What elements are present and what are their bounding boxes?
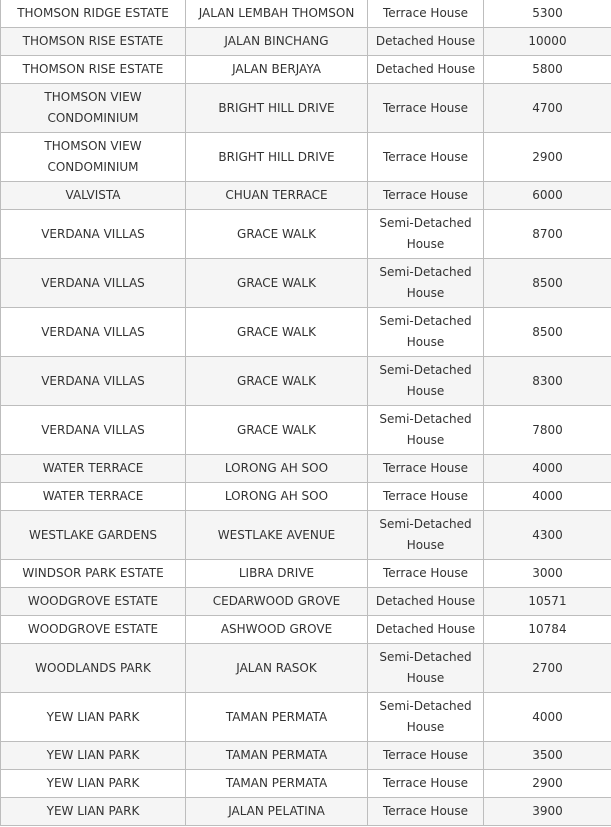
street-cell: WESTLAKE AVENUE — [186, 511, 368, 560]
value-cell: 4300 — [484, 511, 611, 560]
table-row — [1, 0, 611, 28]
street-cell: TAMAN PERMATA — [186, 742, 368, 770]
value-cell: 3900 — [484, 798, 611, 826]
table-row — [1, 357, 611, 406]
property-type-cell: Terrace House — [368, 133, 484, 182]
value-cell: 8300 — [484, 357, 611, 406]
property-type-cell: Detached House — [368, 616, 484, 644]
table-row — [1, 483, 611, 511]
street-cell: GRACE WALK — [186, 357, 368, 406]
property-type-cell: Semi-Detached House — [368, 210, 484, 259]
project-cell: VERDANA VILLAS — [1, 357, 186, 406]
street-cell: JALAN BERJAYA — [186, 56, 368, 84]
property-type-cell: Semi-Detached House — [368, 644, 484, 693]
property-type-cell: Semi-Detached House — [368, 511, 484, 560]
street-cell: GRACE WALK — [186, 308, 368, 357]
value-cell: 4000 — [484, 483, 611, 511]
street-cell: LIBRA DRIVE — [186, 560, 368, 588]
value-cell: 3500 — [484, 742, 611, 770]
table-row — [1, 84, 611, 133]
project-cell: WATER TERRACE — [1, 455, 186, 483]
table-row — [1, 308, 611, 357]
street-cell: CEDARWOOD GROVE — [186, 588, 368, 616]
project-cell: YEW LIAN PARK — [1, 798, 186, 826]
project-cell: VERDANA VILLAS — [1, 406, 186, 455]
property-type-cell: Terrace House — [368, 798, 484, 826]
street-cell: ASHWOOD GROVE — [186, 616, 368, 644]
property-type-cell: Semi-Detached House — [368, 259, 484, 308]
value-cell: 5300 — [484, 0, 611, 28]
value-cell: 4000 — [484, 693, 611, 742]
table-row — [1, 259, 611, 308]
value-cell: 2900 — [484, 133, 611, 182]
property-type-cell: Terrace House — [368, 560, 484, 588]
project-cell: WOODGROVE ESTATE — [1, 616, 186, 644]
project-cell: VERDANA VILLAS — [1, 308, 186, 357]
project-cell: WATER TERRACE — [1, 483, 186, 511]
table-row — [1, 644, 611, 693]
table-row — [1, 56, 611, 84]
street-cell: BRIGHT HILL DRIVE — [186, 133, 368, 182]
value-cell: 2900 — [484, 770, 611, 798]
table-row — [1, 616, 611, 644]
property-type-cell: Semi-Detached House — [368, 693, 484, 742]
street-cell: GRACE WALK — [186, 259, 368, 308]
street-cell: JALAN RASOK — [186, 644, 368, 693]
table-row — [1, 798, 611, 826]
project-cell: YEW LIAN PARK — [1, 742, 186, 770]
project-cell: VERDANA VILLAS — [1, 259, 186, 308]
project-cell: THOMSON VIEW CONDOMINIUM — [1, 133, 186, 182]
property-type-cell: Semi-Detached House — [368, 406, 484, 455]
property-type-cell: Terrace House — [368, 182, 484, 210]
property-type-cell: Detached House — [368, 56, 484, 84]
street-cell: BRIGHT HILL DRIVE — [186, 84, 368, 133]
property-type-cell: Semi-Detached House — [368, 357, 484, 406]
value-cell: 8500 — [484, 308, 611, 357]
street-cell: JALAN LEMBAH THOMSON — [186, 0, 368, 28]
street-cell: JALAN PELATINA — [186, 798, 368, 826]
property-type-cell: Terrace House — [368, 0, 484, 28]
value-cell: 10000 — [484, 28, 611, 56]
table-row — [1, 455, 611, 483]
street-cell: GRACE WALK — [186, 406, 368, 455]
property-type-cell: Terrace House — [368, 455, 484, 483]
table-row — [1, 182, 611, 210]
property-type-cell: Terrace House — [368, 770, 484, 798]
value-cell: 8500 — [484, 259, 611, 308]
value-cell: 10571 — [484, 588, 611, 616]
value-cell: 7800 — [484, 406, 611, 455]
value-cell: 5800 — [484, 56, 611, 84]
project-cell: YEW LIAN PARK — [1, 693, 186, 742]
project-cell: YEW LIAN PARK — [1, 770, 186, 798]
table-row — [1, 770, 611, 798]
table-row — [1, 742, 611, 770]
project-cell: THOMSON RIDGE ESTATE — [1, 0, 186, 28]
value-cell: 6000 — [484, 182, 611, 210]
table-row — [1, 210, 611, 259]
value-cell: 2700 — [484, 644, 611, 693]
table-row — [1, 28, 611, 56]
project-cell: VALVISTA — [1, 182, 186, 210]
property-type-cell: Detached House — [368, 588, 484, 616]
project-cell: THOMSON VIEW CONDOMINIUM — [1, 84, 186, 133]
value-cell: 8700 — [484, 210, 611, 259]
table-body — [1, 0, 611, 826]
value-cell: 4000 — [484, 455, 611, 483]
property-type-cell: Detached House — [368, 28, 484, 56]
project-cell: THOMSON RISE ESTATE — [1, 56, 186, 84]
street-cell: LORONG AH SOO — [186, 483, 368, 511]
table-row — [1, 693, 611, 742]
street-cell: JALAN BINCHANG — [186, 28, 368, 56]
table-row — [1, 560, 611, 588]
project-cell: WOODLANDS PARK — [1, 644, 186, 693]
value-cell: 10784 — [484, 616, 611, 644]
project-cell: VERDANA VILLAS — [1, 210, 186, 259]
table-row — [1, 406, 611, 455]
street-cell: GRACE WALK — [186, 210, 368, 259]
project-cell: WINDSOR PARK ESTATE — [1, 560, 186, 588]
value-cell: 4700 — [484, 84, 611, 133]
street-cell: CHUAN TERRACE — [186, 182, 368, 210]
property-type-cell: Terrace House — [368, 742, 484, 770]
street-cell: TAMAN PERMATA — [186, 770, 368, 798]
property-type-cell: Terrace House — [368, 483, 484, 511]
property-type-cell: Semi-Detached House — [368, 308, 484, 357]
property-type-cell: Terrace House — [368, 84, 484, 133]
street-cell: LORONG AH SOO — [186, 455, 368, 483]
value-cell: 3000 — [484, 560, 611, 588]
table-row — [1, 511, 611, 560]
project-cell: THOMSON RISE ESTATE — [1, 28, 186, 56]
project-cell: WESTLAKE GARDENS — [1, 511, 186, 560]
project-cell: WOODGROVE ESTATE — [1, 588, 186, 616]
table-row — [1, 133, 611, 182]
street-cell: TAMAN PERMATA — [186, 693, 368, 742]
table-row — [1, 588, 611, 616]
